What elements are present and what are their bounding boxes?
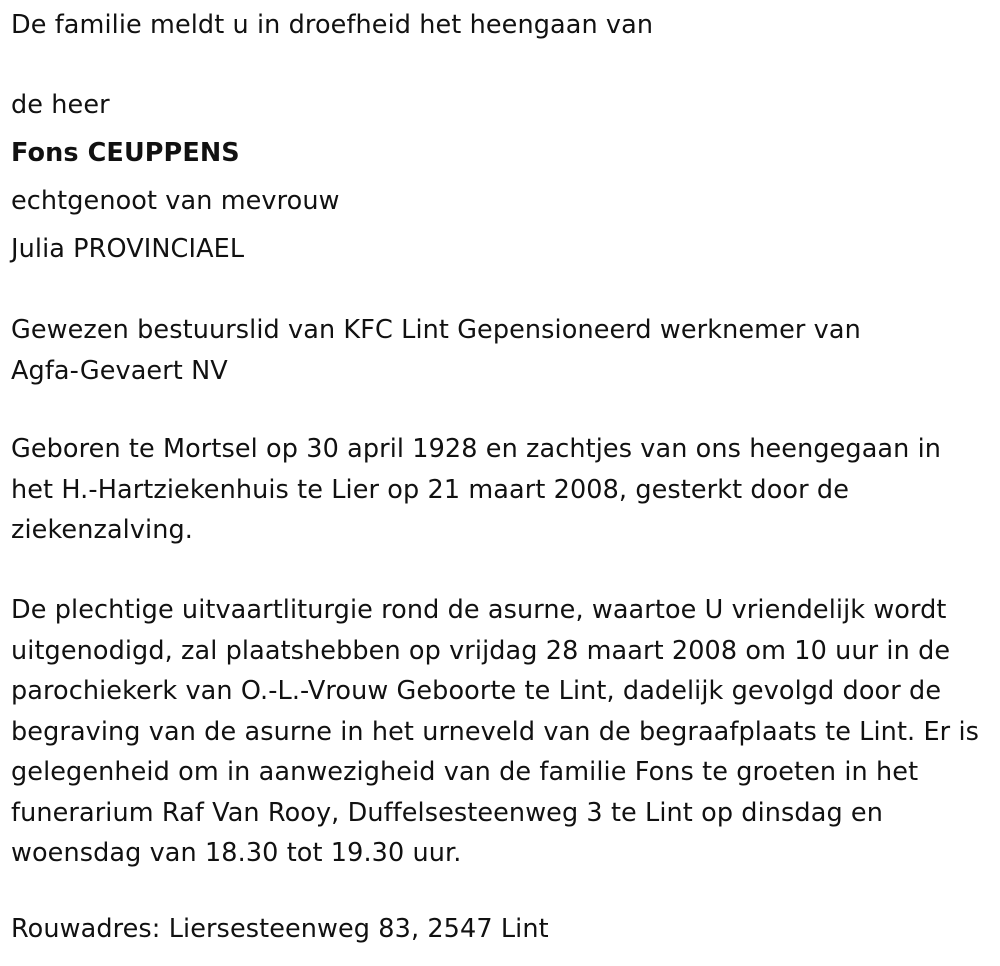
career-paragraph: Gewezen bestuurslid van KFC Lint Gepensioneerd werknemer van Agfa-Gevaert NV	[11, 315, 861, 386]
intro-text: De familie meldt u in droefheid het heengaan van	[11, 10, 654, 40]
funeral-paragraph: De plechtige uitvaartliturgie rond de asurne, waartoe U vriendelijk wordt uitgenodigd, zal plaatshebben op vrijdag 28 maart 2008 om 10 uur in de parochiekerk van O.-L.-Vrouw Geboorte te Lint, dadelijk gevolgd door de begraving van de asurne in het urneveld van de begraafplaats te Lint. Er is gelegenheid om in aanwezigheid van de familie Fons te groeten in het funerarium Raf Van Rooy, Duffelsesteenweg 3 te Lint op dinsdag en woensdag van 18.30 tot 19.30 uur.	[11, 595, 980, 868]
birth-death-paragraph: Geboren te Mortsel op 30 april 1928 en zachtjes van ons heengegaan in het H.-Hartziekenhuis te Lier op 21 maart 2008, gesterkt door de ziekenzalving.	[11, 434, 942, 545]
spouse-relation: echtgenoot van mevrouw	[11, 186, 340, 216]
salutation: de heer	[11, 90, 110, 120]
deceased-name: Fons CEUPPENS	[11, 138, 240, 168]
spouse-name: Julia PROVINCIAEL	[11, 234, 245, 264]
mourning-address: Rouwadres: Liersesteenweg 83, 2547 Lint	[11, 914, 549, 944]
